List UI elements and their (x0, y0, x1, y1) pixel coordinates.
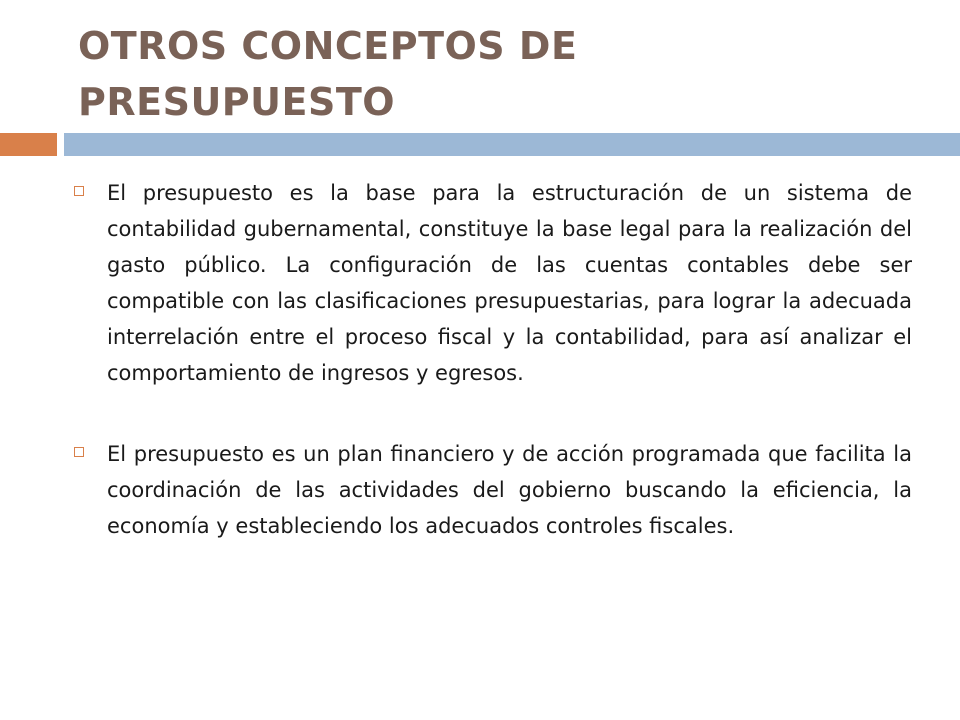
bullet-item-budget-plan (74, 436, 912, 544)
bullet-item-budget-basis (74, 175, 912, 391)
slide-title: OTROS CONCEPTOS DE PRESUPUESTO (78, 24, 578, 124)
title-accent-bar (0, 133, 57, 156)
bullet-text: El presupuesto es un plan financiero y de acción programada que facilita la coordinación de las actividades del gobierno buscando la eficiencia, la economía y estableciendo los adecuados controles fiscales. (107, 442, 912, 538)
title-divider-bar (64, 133, 960, 156)
bullet-text: El presupuesto es la base para la estructuración de un sistema de contabilidad gubernamental, constituye la base legal para la realización del gasto público. La configuración de las cuentas contables debe ser compatible con las clasificaciones presupuestarias, para lograr la adecuada interrelación entre el proceso fiscal y la contabilidad, para así analizar el comportamiento de ingresos y egresos. (107, 181, 912, 385)
hollow-square-bullet-icon (74, 447, 84, 457)
hollow-square-bullet-icon (74, 186, 84, 196)
bullet-list (74, 175, 912, 544)
